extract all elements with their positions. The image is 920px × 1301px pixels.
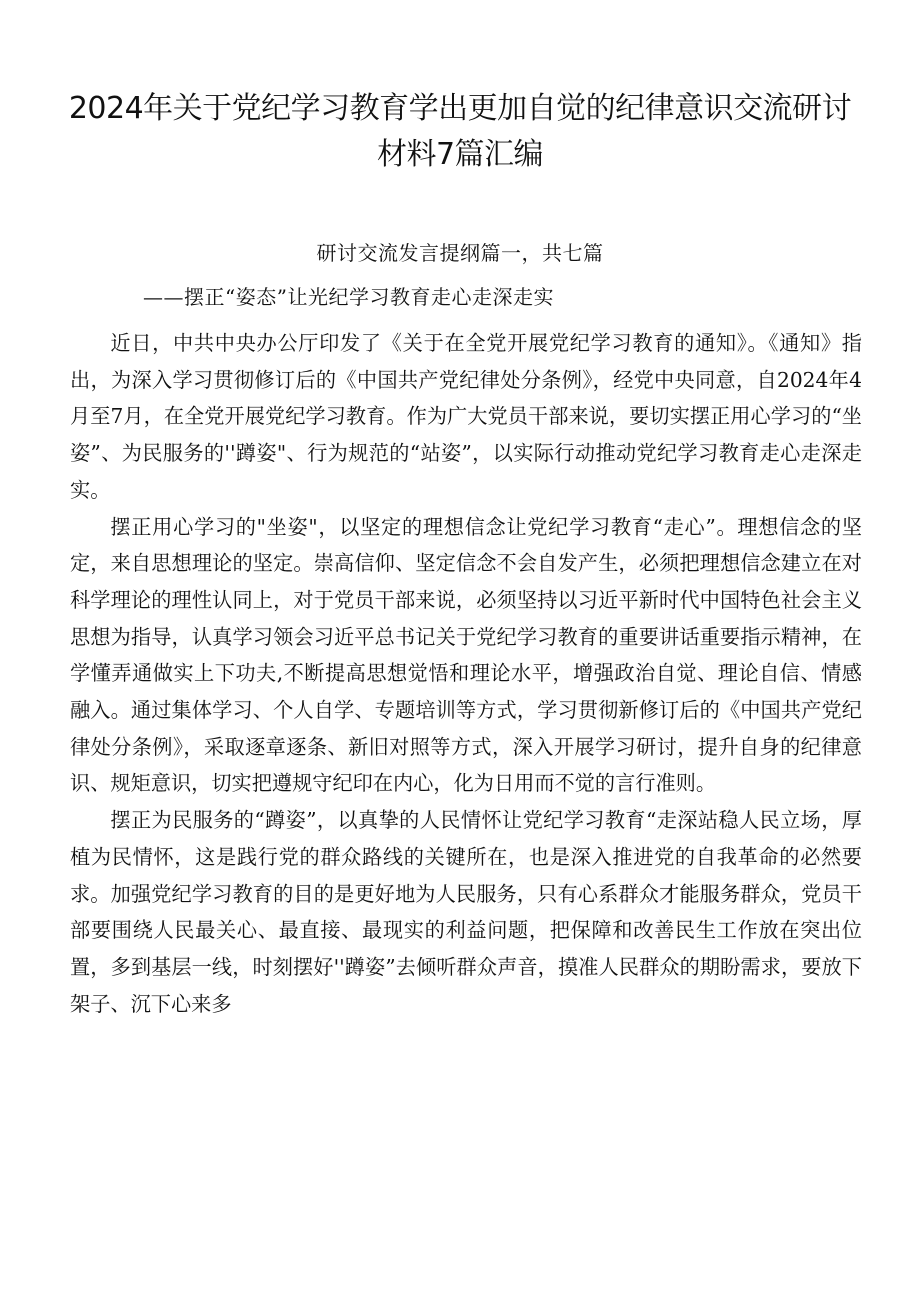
document-body <box>70 325 862 1022</box>
section-heading: 研讨交流发言提纲篇一，共七篇 <box>316 241 604 265</box>
body-paragraph: 摆正为民服务的“蹲姿”，以真挚的人民情怀让党纪学习教育“走深站稳人民立场，厚植为民情怀，这是践行党的群众路线的关键所在，也是深入推进党的自我革命的必然要求。加强党纪学习教育的目的是更好地为人民服务，只有心系群众才能服务群众，党员干部要围绕人民最关心、最直接、最现实的利益问题，把保障和改善民生工作放在突出位置，多到基层一线，时刻摆好''蹲姿”去倾听群众声音，摸准人民群众的期盼需求，要放下架子、沉下心来多 <box>70 808 862 1016</box>
body-paragraph: 摆正用心学习的"坐姿"，以坚定的理想信念让党纪学习教育“走心”。理想信念的坚定，来自思想理论的坚定。崇高信仰、坚定信念不会自发产生，必须把理想信念建立在对科学理论的理性认同上，对于党员干部来说，必须坚持以习近平新时代中国特色社会主义思想为指导，认真学习领会习近平总书记关于党纪学习教育的重要讲话重要指示精神，在学懂弄通做实上下功夫,不断提高思想觉悟和理论水平，增强政治自觉、理论自信、情感融入。通过集体学习、个人自学、专题培训等方式，学习贯彻新修订后的《中国共产党纪律处分条例》，采取逐章逐条、新旧对照等方式，深入开展学习研讨，提升自身的纪律意识、规矩意识，切实把遵规守纪印在内心，化为日用而不觉的言行准则。 <box>70 514 862 796</box>
section-subheading: ——摆正“姿态”让光纪学习教育走心走深走实 <box>143 285 554 309</box>
document-title: 2024年关于党纪学习教育学出更加自觉的纪律意识交流研讨材料7篇汇编 <box>68 91 852 172</box>
body-paragraph: 近日，中共中央办公厅印发了《关于在全党开展党纪学习教育的通知》。《通知》指出，为深入学习贯彻修订后的《中国共产党纪律处分条例》，经党中央同意，自2024年4月至7月，在全党开展党纪学习教育。作为广大党员干部来说，要切实摆正用心学习的“坐姿”、为民服务的''蹲姿"、行为规范的“站姿”，以实际行动推动党纪学习教育走心走深走实。 <box>70 331 862 502</box>
